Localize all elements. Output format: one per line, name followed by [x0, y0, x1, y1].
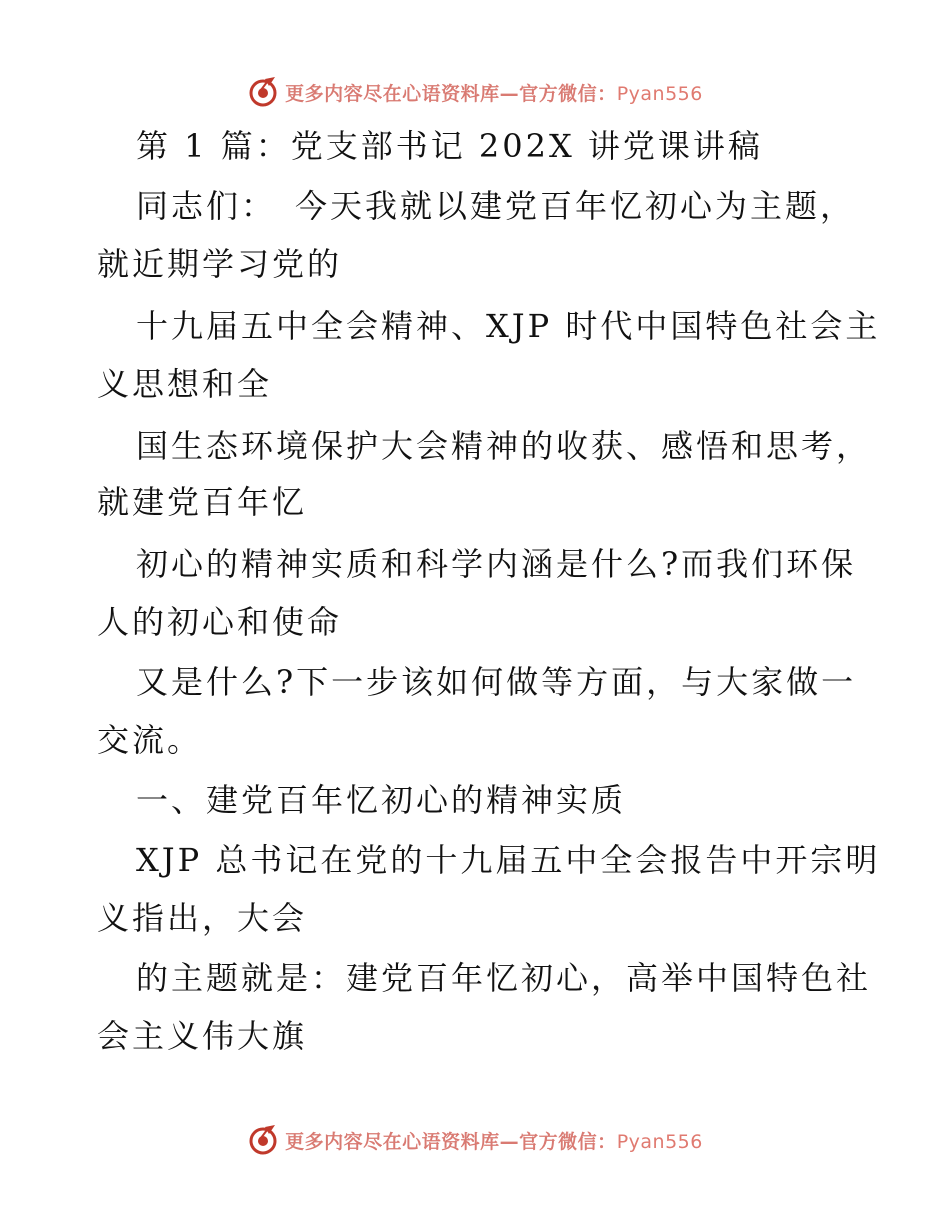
- footer-watermark: [0, 1120, 950, 1160]
- doc-line: 就近期学习党的: [97, 245, 343, 283]
- doc-line: 就建党百年忆: [97, 483, 308, 521]
- doc-line: 义思想和全: [97, 365, 273, 403]
- doc-line: 义指出，大会: [97, 899, 308, 937]
- pen-circle-logo-icon: [247, 76, 279, 108]
- watermark-text: 更多内容尽在心语资料库—官方微信：Pyan556: [285, 82, 703, 105]
- watermark-text: 更多内容尽在心语资料库—官方微信：Pyan556: [285, 1130, 703, 1153]
- doc-line: 初心的精神实质和科学内涵是什么?而我们环保: [136, 545, 857, 583]
- doc-line: 又是什么?下一步该如何做等方面，与大家做一: [136, 663, 857, 701]
- section-heading: 一、建党百年忆初心的精神实质: [136, 781, 627, 819]
- doc-line: 的主题就是：建党百年忆初心，高举中国特色社: [136, 959, 872, 997]
- pen-circle-logo-icon: [247, 1124, 279, 1156]
- doc-line: 会主义伟大旗: [97, 1017, 308, 1055]
- doc-line: 同志们： 今天我就以建党百年忆初心为主题，: [136, 187, 856, 225]
- doc-line: 人的初心和使命: [97, 603, 343, 641]
- header-watermark: [0, 72, 950, 112]
- doc-line: 国生态环境保护大会精神的收获、感悟和思考，: [136, 427, 872, 465]
- doc-title: 第 1 篇：党支部书记 202X 讲党课讲稿: [136, 127, 763, 165]
- doc-line: XJP 总书记在党的十九届五中全会报告中开宗明: [136, 841, 881, 879]
- doc-line: 十九届五中全会精神、XJP 时代中国特色社会主: [136, 307, 881, 345]
- doc-line: 交流。: [97, 721, 203, 759]
